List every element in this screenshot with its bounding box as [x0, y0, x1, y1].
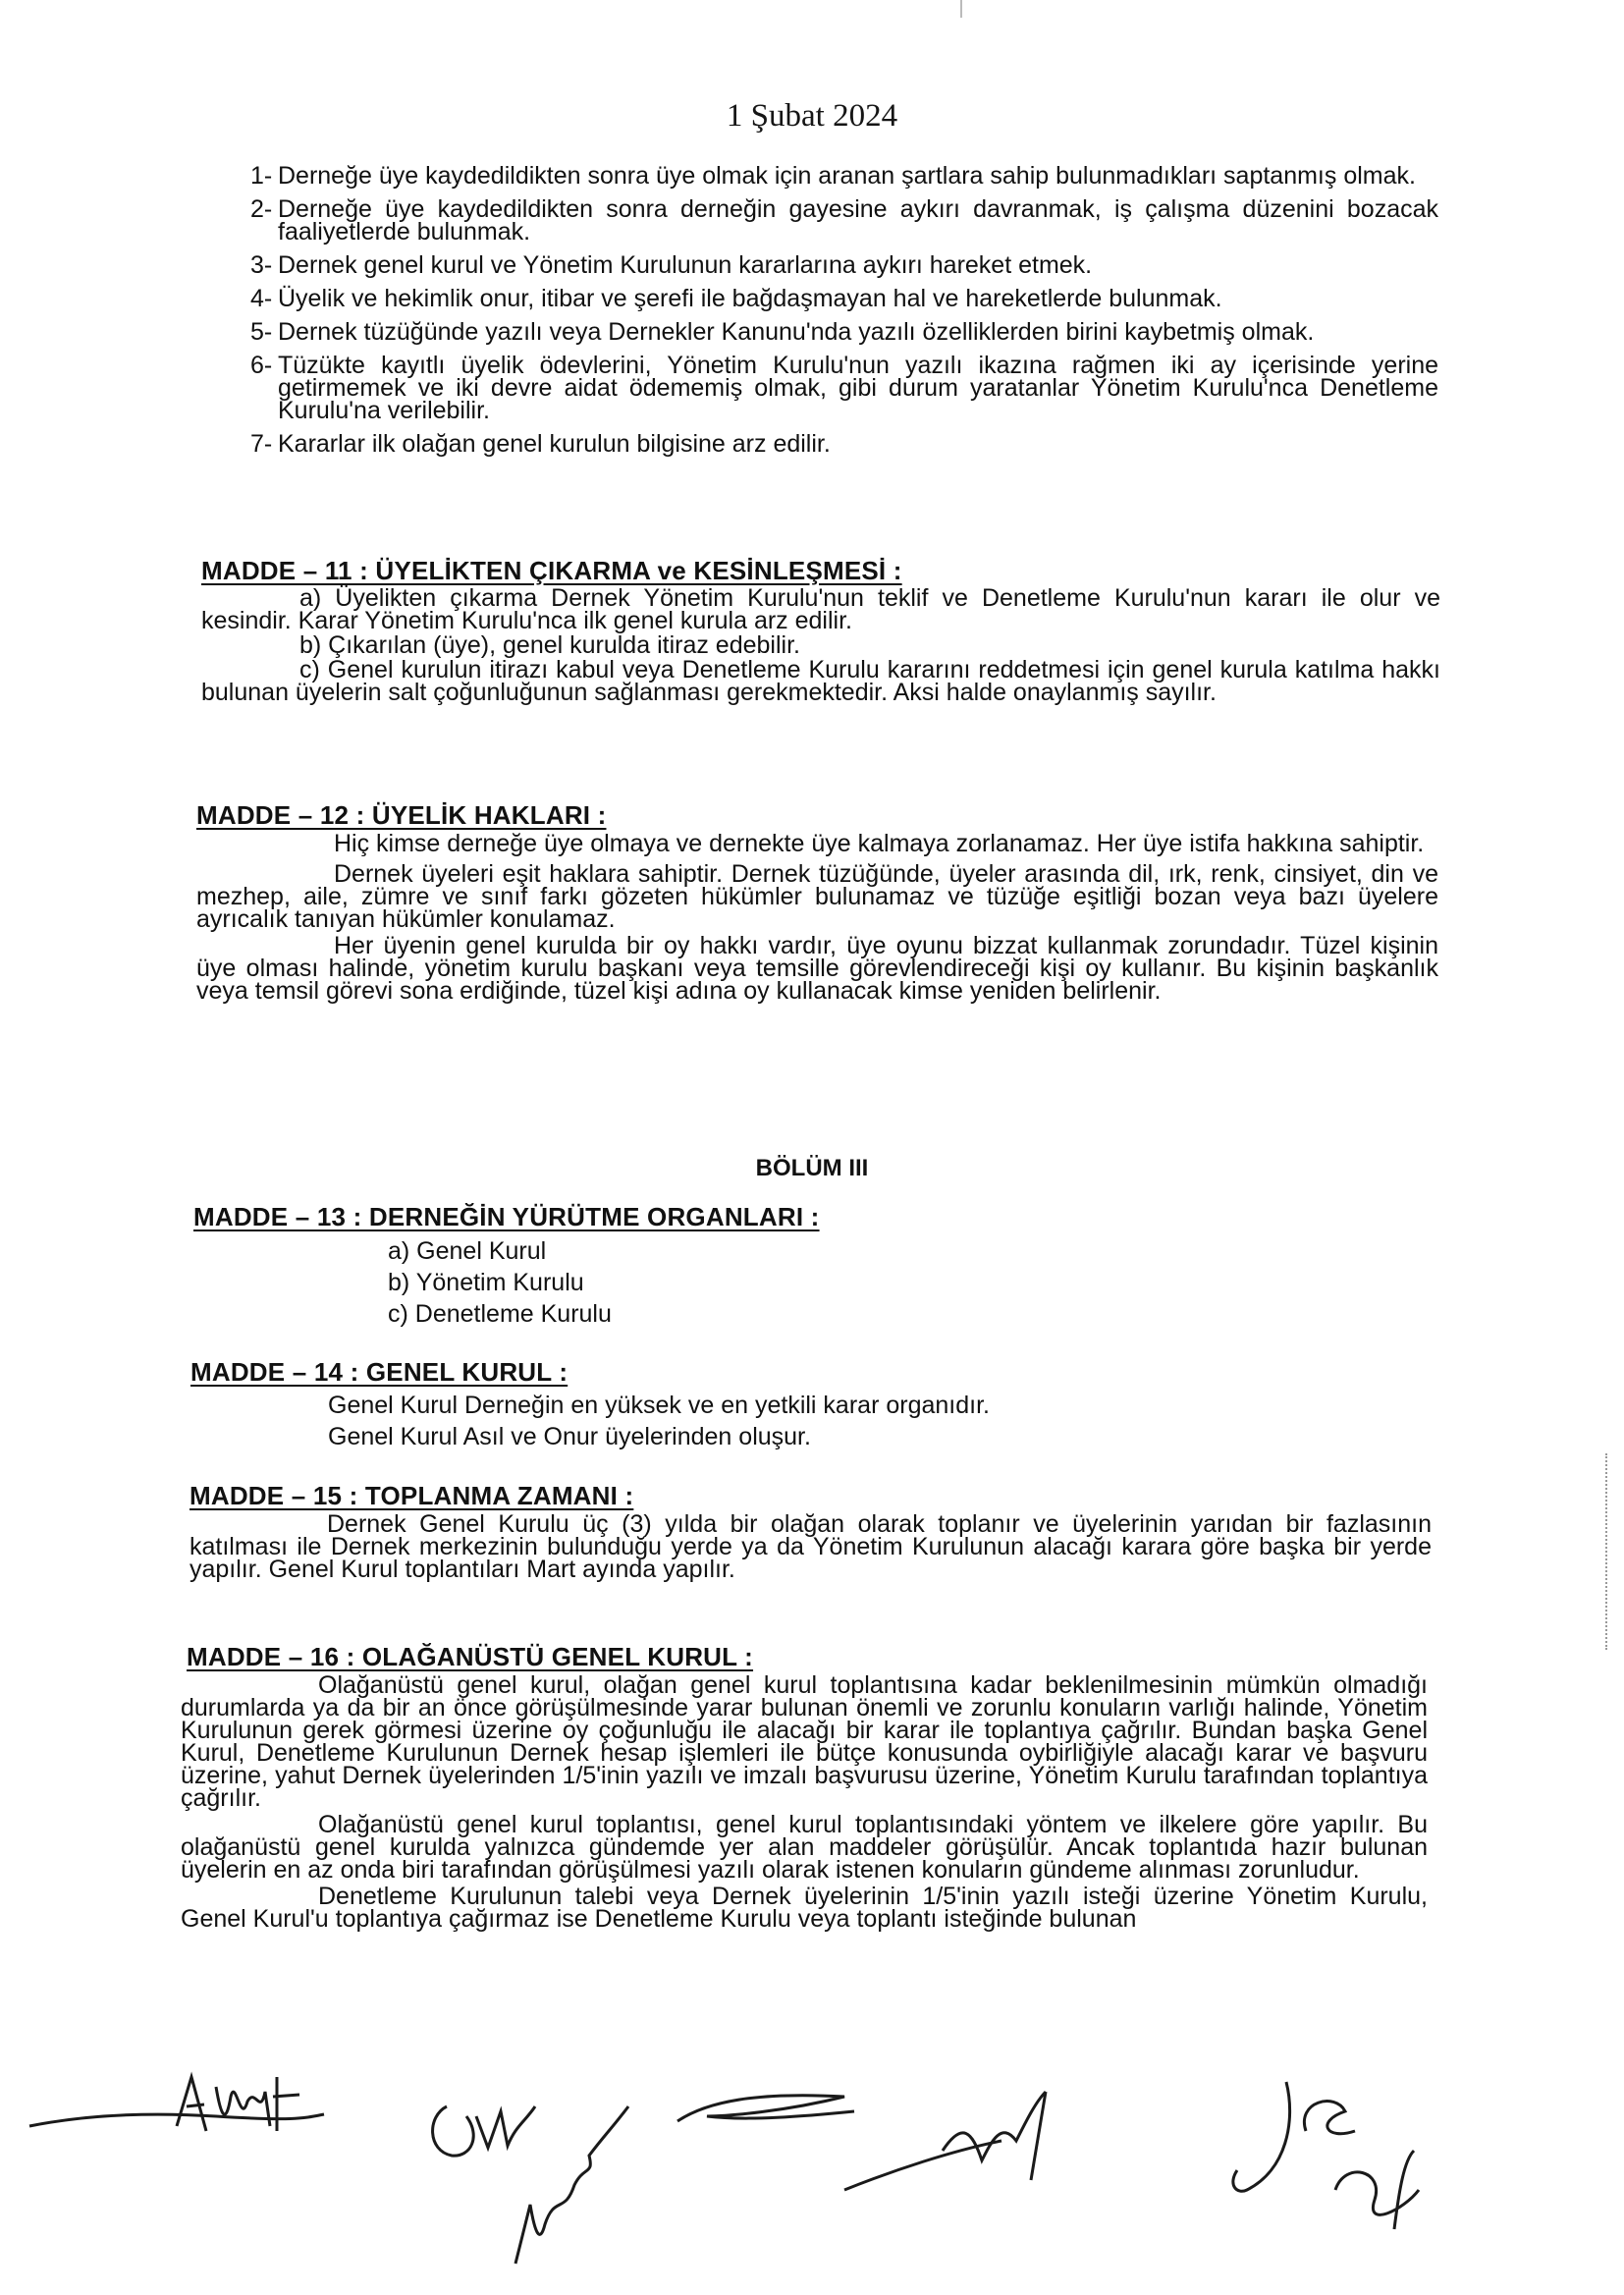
signature-icon — [1208, 2062, 1443, 2239]
madde-12-p3: Her üyenin genel kurulda bir oy hakkı vardır, üye oyunu bizzat kullanmak zorundadır. Tüzel kişinin üye olması halinde, yönetim kurulu başkanı veya temsille görevlendireceği kişi oy kullanır. Bu kişinin başkanlık veya temsil görevi sona erdiğinde, tüzel kişi adına oy kullanacak kimse yeniden belirlenir. — [196, 932, 1438, 1005]
list-item — [250, 318, 1438, 346]
scan-edge-marks — [1605, 1453, 1611, 1650]
madde-16-p3: Denetleme Kurulunun talebi veya Dernek üyelerinin 1/5'inin yazılı isteği üzerine Yönetim Kurulu, Genel Kurul'u toplantıya çağırmaz ise Denetleme Kurulu veya toplantı isteğinde bulunan — [181, 1883, 1428, 1933]
madde-15-p1: Dernek Genel Kurulu üç (3) yılda bir olağan olarak toplanır ve üyelerinin yarıdan bir fazlasının katılması ile Dernek merkezinin bulunduğu yerde ya da Yönetim Kurulunun alacağı karara göre başka bir yerde yapılır. Genel Kurul toplantıları Mart ayında yapılır. — [189, 1510, 1432, 1583]
list-item-text: Kararlar ilk olağan genel kurulun bilgisine arz edilir. — [278, 430, 831, 458]
list-item-number: 7- — [250, 430, 273, 458]
list-item-text: Derneğe üye kaydedildikten sonra üye olmak için aranan şartlara sahip bulunmadıkları saptanmış olmak. — [278, 162, 1416, 190]
madde-11-b: b) Çıkarılan (üye), genel kurulda itiraz edebilir. — [299, 631, 800, 659]
organ-item: b) Yönetim Kurulu — [388, 1269, 584, 1296]
organ-item: c) Denetleme Kurulu — [388, 1300, 612, 1328]
madde-16-title: MADDE – 16 : OLAĞANÜSTÜ GENEL KURUL : — [187, 1642, 754, 1671]
signature-2 — [417, 2077, 663, 2273]
list-item — [250, 162, 1438, 190]
madde-14-p2: Genel Kurul Asıl ve Onur üyelerinden oluşur. — [328, 1423, 811, 1450]
organ-item: a) Genel Kurul — [388, 1237, 547, 1265]
madde-15-title: MADDE – 15 : TOPLANMA ZAMANI : — [189, 1481, 634, 1510]
list-item — [250, 285, 1438, 312]
list-item-text: Üyelik ve hekimlik onur, itibar ve şerefi ile bağdaşmayan hal ve hareketlerde bulunmak. — [278, 285, 1222, 312]
madde-12-title: MADDE – 12 : ÜYELİK HAKLARI : — [196, 800, 607, 830]
list-item-number: 6- — [250, 352, 273, 379]
list-item-number: 3- — [250, 251, 273, 279]
signature-5 — [1208, 2062, 1443, 2239]
list-item — [250, 195, 1438, 246]
list-item-text: Dernek tüzüğünde yazılı veya Dernekler Kanunu'nda yazılı özelliklerden birini kaybetmiş olmak. — [278, 318, 1315, 346]
list-item-number: 4- — [250, 285, 273, 312]
list-item-number: 2- — [250, 195, 273, 223]
madde-16-p1: Olağanüstü genel kurul, olağan genel kurul toplantısına kadar beklenilmesinin mümkün olmadığı durumlarda ya da bir an önce görüşülmesinde yarar bulunan önemli ve zorunlu konuların varlığı halinde, Yönetim Kurulunun gerek görmesi üzerine oy çoğunluğu ile alacağı bir karar ile toplantıya çağrılır. Bundan başka Genel Kurul, Denetleme Kurulunun Dernek hesap işlemleri ile bütçe konusunda oybirliğiyle alacağı karar ve başvuru üzerine, yahut Dernek üyelerinden 1/5'inin yazılı ve imzalı başvurusu üzerine, Yönetim Kurulu tarafından toplantıya çağrılır. — [181, 1671, 1428, 1812]
expulsion-conditions-list — [250, 162, 1438, 466]
signature-1 — [20, 2057, 334, 2165]
signature-4 — [835, 2082, 1080, 2200]
list-item — [250, 352, 1438, 424]
section-heading: BÖLÜM III — [755, 1155, 869, 1181]
madde-11-a: a) Üyelikten çıkarma Dernek Yönetim Kurulu'nun teklif ve Denetleme Kurulu'nun kararı ile olur ve kesindir. Karar Yönetim Kurulu'nca ilk genel kurula arz edilir. — [201, 584, 1440, 634]
madde-16-p2: Olağanüstü genel kurul toplantısı, genel kurul toplantısındaki yöntem ve ilkelere göre yapılır. Bu olağanüstü genel kurulda yalnızca gündemde yer alan maddeler görüşülür. Ancak toplantıda hazır bulunan üyelerin en az onda biri tarafından görüşülmesi yazılı olarak istenen konuların gündeme alınması zorunludur. — [181, 1811, 1428, 1884]
madde-12-p1: Hiç kimse derneğe üye olmaya ve dernekte üye kalmaya zorlanamaz. Her üye istifa hakkına sahiptir. — [334, 830, 1425, 857]
madde-16-body — [181, 1671, 1428, 1933]
signature-icon — [835, 2082, 1080, 2200]
madde-12-body — [196, 830, 1438, 1005]
signature-icon — [20, 2057, 334, 2165]
list-item — [250, 430, 1438, 458]
list-item-text: Tüzükte kayıtlı üyelik ödevlerini, Yönetim Kurulu'nun yazılı ikazına rağmen iki ay içerisinde yerine getirmemek ve iki devre aidat ödememiş olmak, gibi durum yaratanlar Yönetim Kurulu'nca Denetleme Kurulu'na verilebilir. — [278, 352, 1438, 424]
madde-14-p1: Genel Kurul Derneğin en yüksek ve en yetkili karar organıdır. — [328, 1392, 990, 1419]
madde-12-p2: Dernek üyeleri eşit haklara sahiptir. Dernek tüzüğünde, üyeler arasında dil, ırk, renk, cinsiyet, din ve mezhep, aile, zümre ve sınıf farkı gözeten hükümler bulunamaz ve tüzüğe eşitliği bozan veya bazı üyelere ayrıcalık tanıyan hükümler konulamaz. — [196, 860, 1438, 933]
list-item-number: 5- — [250, 318, 273, 346]
list-item-number: 1- — [250, 162, 273, 190]
document-date: 1 Şubat 2024 — [726, 98, 898, 134]
madde-14-body — [328, 1390, 1408, 1452]
madde-13-organs — [388, 1235, 612, 1330]
list-item — [250, 251, 1438, 279]
madde-11-title: MADDE – 11 : ÜYELİKTEN ÇIKARMA ve KESİNLEŞMESİ : — [201, 556, 902, 585]
scan-mark — [960, 0, 962, 18]
list-item-text: Dernek genel kurul ve Yönetim Kurulunun kararlarına aykırı hareket etmek. — [278, 251, 1093, 279]
madde-13-title: MADDE – 13 : DERNEĞİN YÜRÜTME ORGANLARI : — [193, 1202, 820, 1231]
madde-11-body — [201, 584, 1440, 706]
madde-14-title: MADDE – 14 : GENEL KURUL : — [190, 1357, 568, 1387]
signature-icon — [417, 2077, 663, 2273]
madde-11-c: c) Genel kurulun itirazı kabul veya Denetleme Kurulu kararını reddetmesi için genel kurula katılma hakkı bulunan üyelerin salt çoğunluğunun sağlanması gerekmektedir. Aksi halde onaylanmış sayılır. — [201, 656, 1440, 706]
list-item-text: Derneğe üye kaydedildikten sonra derneğin gayesine aykırı davranmak, iş çalışma düzenini bozacak faaliyetlerde bulunmak. — [278, 195, 1438, 246]
